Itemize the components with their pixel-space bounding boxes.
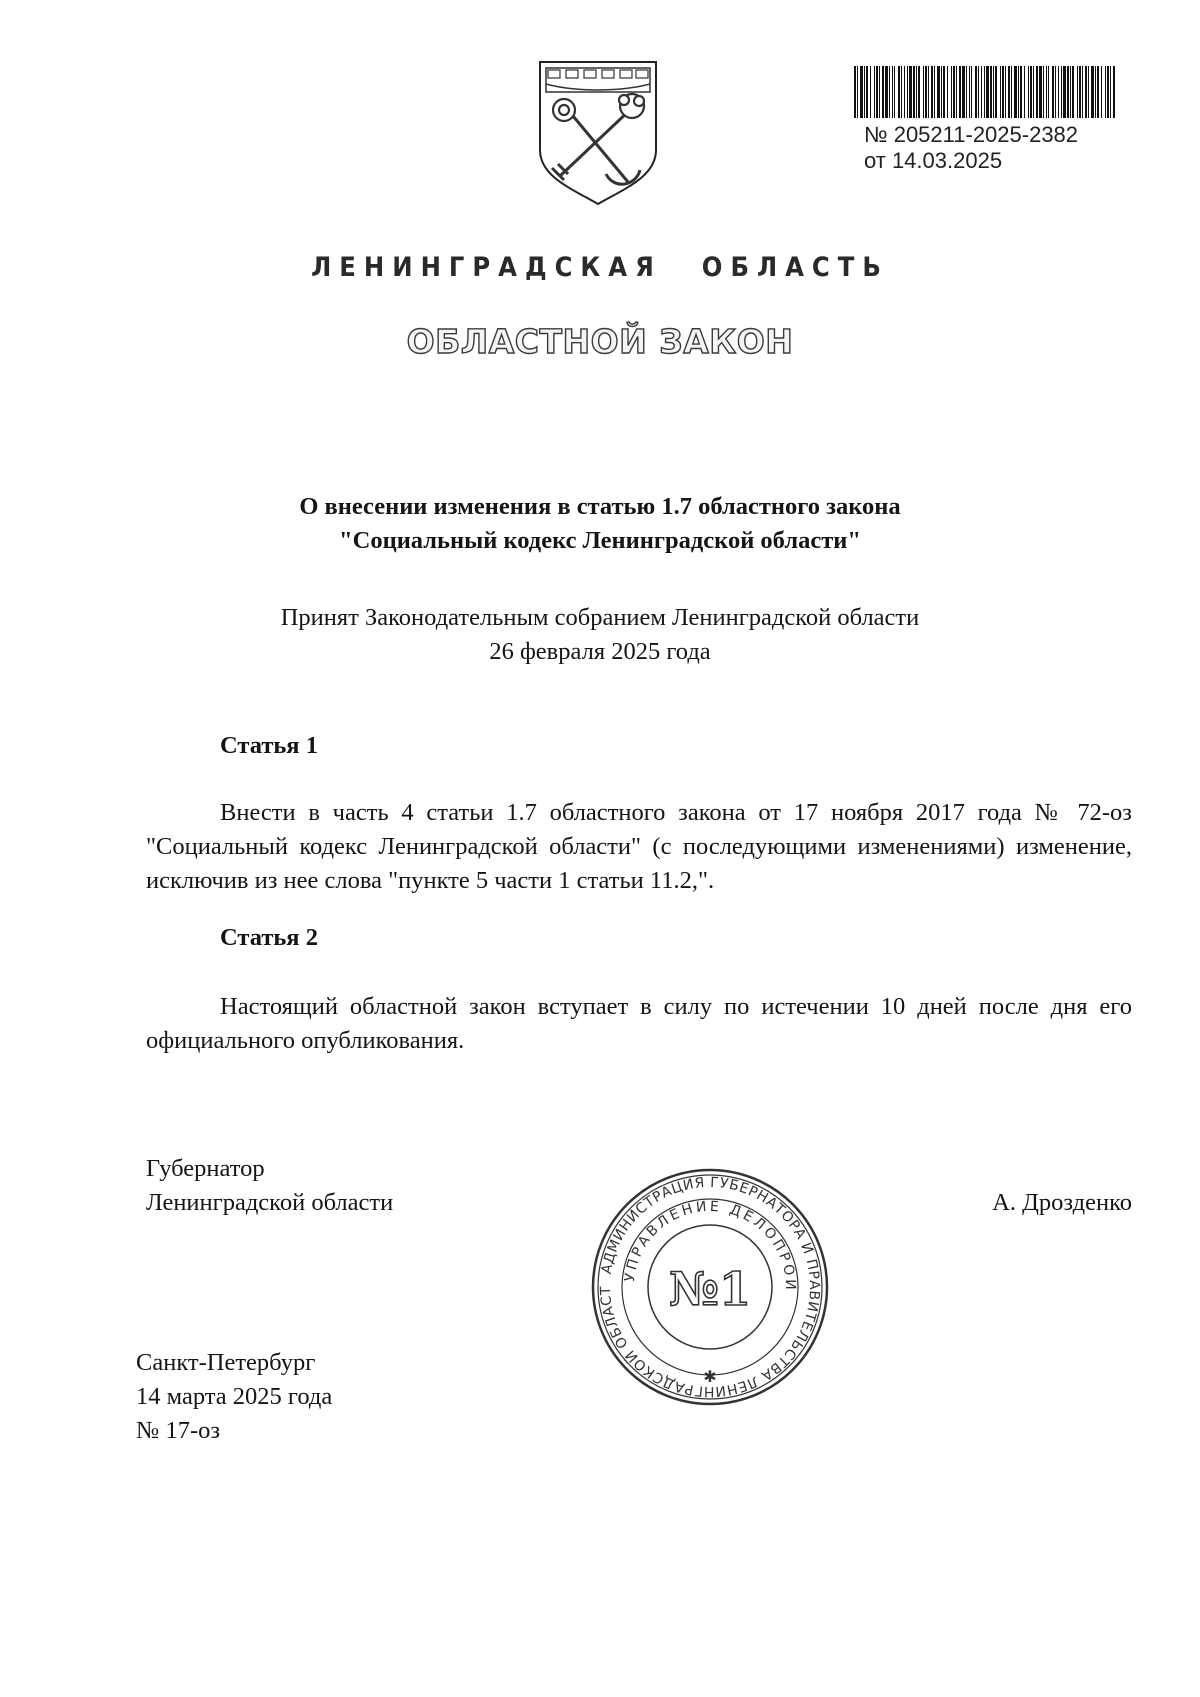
barcode-bar — [1082, 66, 1083, 118]
barcode-bar — [1085, 66, 1087, 118]
region-word-1: ЛЕНИНГРАДСКАЯ — [311, 252, 662, 283]
barcode-bar — [928, 66, 929, 118]
adoption-line-1: Принят Законодательным собранием Ленинградской области — [280, 604, 920, 631]
barcode-bar — [951, 66, 952, 118]
article-2-text: Настоящий областной закон вступает в силу по истечении 10 дней после дня его официального опубликования. — [146, 993, 1132, 1054]
barcode-bar — [925, 66, 927, 118]
region-word-2: ОБЛАСТЬ — [701, 252, 889, 283]
adoption-note — [0, 601, 1200, 669]
barcode-bar — [931, 66, 933, 118]
seal-inner-text: УПРАВЛЕНИЕ ДЕЛОПРОИ — [622, 1198, 799, 1293]
barcode-bar — [1077, 66, 1078, 118]
article-1-text: Внести в часть 4 статьи 1.7 областного закона от 17 ноября 2017 года № 72-оз "Социальный кодекс Ленинградской области" (с последующими изменениями) изменение, исключив из нее слова "пункте 5 части 1 статьи 11.2,". — [146, 799, 1132, 894]
barcode-bar — [1079, 66, 1081, 118]
barcode-icon — [852, 66, 1116, 118]
barcode-bar — [966, 66, 967, 118]
barcode-bar — [1107, 66, 1109, 118]
barcode-bar — [1014, 66, 1017, 118]
barcode-bar — [913, 66, 915, 118]
barcode-bar — [885, 66, 888, 118]
barcode-bar — [1067, 66, 1069, 118]
barcode-bar — [1020, 66, 1022, 118]
place-date-number — [136, 1346, 332, 1448]
law-heading — [0, 490, 1200, 558]
article-1-title: Статья 1 — [220, 732, 318, 759]
law-heading-line-2: "Социальный кодекс Ленинградской области" — [339, 527, 861, 554]
coat-of-arms-icon — [536, 58, 660, 208]
barcode-bar — [1008, 66, 1010, 118]
barcode-bar — [1036, 66, 1038, 118]
barcode-bar — [934, 66, 935, 118]
barcode-bar — [854, 66, 856, 118]
official-seal-icon — [590, 1167, 830, 1407]
barcode-bar — [975, 66, 977, 118]
barcode-bar — [1005, 66, 1006, 118]
law-number: № 17-оз — [136, 1417, 221, 1444]
adoption-line-2: 26 февраля 2025 года — [489, 638, 711, 665]
barcode-bar — [1061, 66, 1062, 118]
barcode-bar — [978, 66, 979, 118]
barcode-bar — [1088, 66, 1089, 118]
barcode-bar — [969, 66, 970, 118]
registration-date: от 14.03.2025 — [864, 148, 1003, 173]
barcode-bar — [937, 66, 940, 118]
barcode-bar — [889, 66, 890, 118]
signing-city: Санкт-Петербург — [136, 1349, 316, 1376]
barcode-bar — [864, 66, 865, 118]
barcode-bar — [918, 66, 920, 118]
barcode-bar — [894, 66, 895, 118]
law-heading-line-1: О внесении изменения в статью 1.7 областного закона — [299, 493, 901, 520]
barcode-bar — [1063, 66, 1066, 118]
barcode-bar — [870, 66, 871, 118]
barcode-bar — [947, 66, 948, 118]
barcode-bar — [898, 66, 900, 118]
barcode-bar — [1072, 66, 1074, 118]
barcode-bar — [907, 66, 908, 118]
barcode-bar — [1101, 66, 1102, 118]
registration-info — [864, 122, 1078, 174]
barcode-bar — [882, 66, 884, 118]
barcode-bar — [1028, 66, 1029, 118]
barcode-bar — [1113, 66, 1115, 118]
seal-center-number: №1 — [668, 1262, 752, 1316]
barcode-bar — [1055, 66, 1056, 118]
signatory-position-line-1: Губернатор — [146, 1155, 265, 1182]
signing-date: 14 марта 2025 года — [136, 1383, 333, 1410]
barcode-bar — [959, 66, 961, 118]
article-2-title: Статья 2 — [220, 924, 318, 951]
barcode-bar — [1024, 66, 1025, 118]
barcode-bar — [874, 66, 875, 118]
barcode-bar — [943, 66, 945, 118]
barcode-bar — [1052, 66, 1054, 118]
signatory-position-line-2: Ленинградской области — [146, 1189, 394, 1216]
barcode-bar — [1095, 66, 1096, 118]
barcode-bar — [1043, 66, 1044, 118]
barcode-bar — [1030, 66, 1032, 118]
barcode-bar — [1011, 66, 1012, 118]
barcode-bar — [866, 66, 868, 118]
barcode-bar — [953, 66, 955, 118]
barcode-bar — [1110, 66, 1111, 118]
seal-star-icon: ✱ — [703, 1367, 717, 1386]
barcode-bar — [1058, 66, 1059, 118]
barcode-bar — [923, 66, 924, 118]
barcode-bar — [962, 66, 965, 118]
region-name — [0, 252, 1200, 283]
barcode-bar — [876, 66, 878, 118]
barcode-bar — [995, 66, 997, 118]
signatory-position — [146, 1152, 393, 1220]
barcode-bar — [1097, 66, 1099, 118]
barcode-bar — [1070, 66, 1071, 118]
barcode-bar — [1033, 66, 1034, 118]
barcode-bar — [904, 66, 905, 118]
law-type-title: ОБЛАСТНОЙ ЗАКОН — [406, 322, 794, 361]
barcode-bar — [941, 66, 942, 118]
signatory-name: А. Дрозденко — [992, 1189, 1132, 1216]
barcode-bar — [1046, 66, 1047, 118]
barcode-bar — [971, 66, 972, 118]
barcode-bar — [857, 66, 858, 118]
barcode-bar — [1002, 66, 1004, 118]
barcode-bar — [984, 66, 985, 118]
barcode-bar — [892, 66, 893, 118]
barcode-bar — [956, 66, 957, 118]
barcode-bar — [1091, 66, 1094, 118]
barcode-bar — [916, 66, 917, 118]
registration-number: № 205211-2025-2382 — [864, 122, 1079, 147]
barcode-bar — [1105, 66, 1106, 118]
barcode-bar — [981, 66, 982, 118]
barcode-bar — [993, 66, 994, 118]
barcode-bar — [1018, 66, 1019, 118]
barcode-bar — [1048, 66, 1049, 118]
barcode-bar — [1039, 66, 1042, 118]
barcode-bar — [909, 66, 912, 118]
seal-outer-text: АДМИНИСТРАЦИЯ ГУБЕРНАТОРА И ПРАВИТЕЛЬСТВА ЛЕНИНГРАДСКОЙ ОБЛАСТ — [597, 1174, 823, 1400]
barcode-bar — [1000, 66, 1001, 118]
barcode-bar — [860, 66, 863, 118]
barcode-bar — [990, 66, 992, 118]
barcode-bar — [879, 66, 880, 118]
barcode-bar — [986, 66, 989, 118]
barcode-bar — [901, 66, 902, 118]
